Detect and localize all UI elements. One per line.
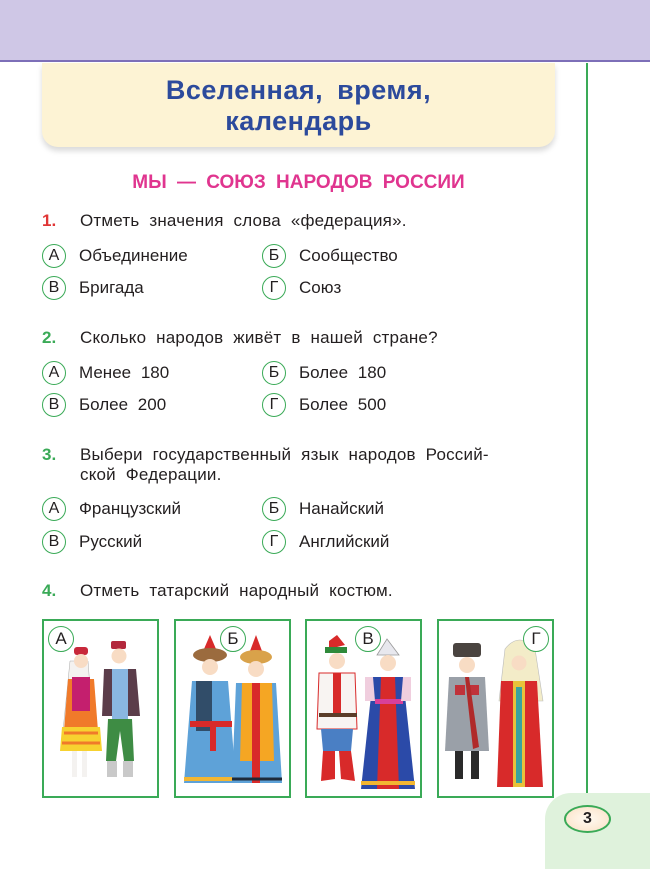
chapter-title-line1: Вселенная, время,	[165, 75, 432, 105]
option-letter-circle[interactable]: В	[42, 530, 66, 554]
card-letter-badge[interactable]: Г	[523, 626, 549, 652]
q2-option-v[interactable]	[42, 393, 166, 417]
chapter-title-box	[42, 63, 555, 147]
q2-option-a[interactable]	[42, 361, 169, 385]
q2-option-b[interactable]	[262, 361, 386, 385]
option-label: Более 500	[299, 395, 387, 414]
question-3	[42, 444, 562, 488]
question-text: Сколько народов живёт в нашей стране?	[80, 328, 438, 347]
question-text-line2: ской Федерации.	[80, 465, 222, 484]
costume-card-g[interactable]	[437, 619, 554, 798]
card-letter-badge[interactable]: В	[355, 626, 381, 652]
question-number: 4.	[42, 581, 57, 600]
option-letter-circle[interactable]: Б	[262, 244, 286, 268]
question-number: 1.	[42, 211, 57, 230]
option-letter-circle[interactable]: В	[42, 393, 66, 417]
section-heading: МЫ — СОЮЗ НАРОДОВ РОССИИ	[132, 172, 465, 193]
q2-option-g[interactable]	[262, 393, 386, 417]
chapter-title-line2: календарь	[225, 106, 372, 136]
option-letter-circle[interactable]: А	[42, 244, 66, 268]
option-label: Более 200	[79, 395, 167, 414]
costume-card-a[interactable]	[42, 619, 159, 798]
option-label: Сообщество	[299, 246, 398, 265]
option-label: Союз	[299, 278, 342, 297]
option-letter-circle[interactable]: А	[42, 361, 66, 385]
q1-option-a[interactable]	[42, 244, 188, 268]
option-label: Более 180	[299, 363, 387, 382]
margin-divider-line	[586, 63, 588, 806]
option-label: Английский	[299, 532, 390, 551]
option-label: Менее 180	[79, 363, 170, 382]
option-letter-circle[interactable]: Г	[262, 393, 286, 417]
option-letter-circle[interactable]: В	[42, 276, 66, 300]
costume-card-b[interactable]	[174, 619, 291, 798]
option-label: Русский	[79, 532, 143, 551]
card-letter-badge[interactable]: А	[48, 626, 74, 652]
q1-option-g[interactable]	[262, 276, 341, 300]
q3-option-v[interactable]	[42, 530, 142, 554]
option-label: Бригада	[79, 278, 144, 297]
q3-option-a[interactable]	[42, 497, 181, 521]
option-label: Объединение	[79, 246, 188, 265]
question-text: Отметь значения слова «федерация».	[80, 211, 407, 230]
option-label: Нанайский	[299, 499, 384, 518]
q1-option-v[interactable]	[42, 276, 144, 300]
option-label: Французский	[79, 499, 181, 518]
option-letter-circle[interactable]: Г	[262, 530, 286, 554]
question-number: 3.	[42, 445, 57, 464]
header-band	[0, 0, 650, 62]
costume-card-v[interactable]	[305, 619, 422, 798]
card-letter-badge[interactable]: Б	[220, 626, 246, 652]
q3-option-b[interactable]	[262, 497, 384, 521]
page-number: 3	[564, 805, 611, 833]
option-letter-circle[interactable]: Б	[262, 497, 286, 521]
q1-option-b[interactable]	[262, 244, 398, 268]
option-letter-circle[interactable]: А	[42, 497, 66, 521]
question-text-line1: Выбери государственный язык народов Россий-	[80, 445, 489, 464]
option-letter-circle[interactable]: Г	[262, 276, 286, 300]
option-letter-circle[interactable]: Б	[262, 361, 286, 385]
question-text: Отметь татарский народный костюм.	[80, 581, 393, 600]
question-number: 2.	[42, 328, 57, 347]
q3-option-g[interactable]	[262, 530, 389, 554]
